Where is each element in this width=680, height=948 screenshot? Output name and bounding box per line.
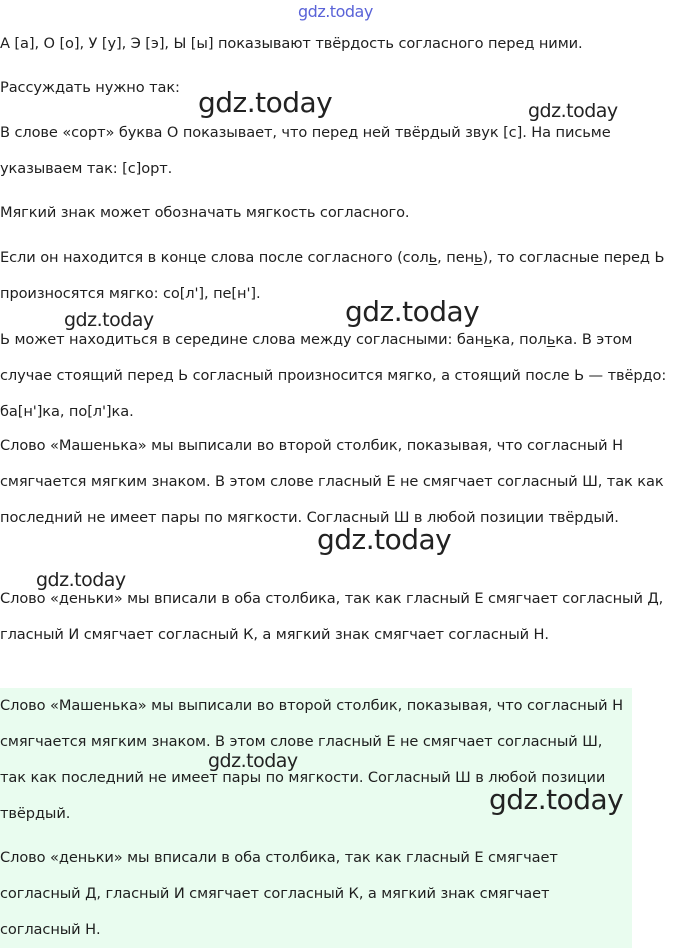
watermark-text: gdz.today bbox=[528, 100, 618, 122]
underlined-soft-sign: ь bbox=[428, 249, 438, 266]
paragraph-mashenka: Слово «Машенька» мы выписали во второй столбик, показывая, что согласный Н смягчается мягким знаком. В этом слове гласный Е не смягчает согласный Ш, так как последний не имеет пары по мягкости. Согласный Ш в любой позиции твёрдый. bbox=[0, 437, 664, 526]
paragraph-denki: Слово «деньки» мы вписали в оба столбика, так как гласный Е смягчает согласный Д, гласный И смягчает согласный К, а мягкий знак смягчает согласный Н. bbox=[0, 590, 664, 643]
watermark-text: gdz.today bbox=[317, 523, 452, 556]
watermark-text: gdz.today bbox=[64, 309, 154, 331]
watermark-text: gdz.today bbox=[345, 295, 480, 328]
paragraph-soft-sign-end: Если он находится в конце слова после согласного (соль, пень), то согласные перед Ь произносятся мягко: со[л'], пе[н']. bbox=[0, 249, 665, 302]
paragraph-denki-highlighted: Слово «деньки» мы вписали в оба столбика, так как гласный Е смягчает согласный Д, гласный И смягчает согласный К, а мягкий знак смягчает согласный Н. bbox=[0, 849, 558, 938]
watermark-text: gdz.today bbox=[298, 2, 373, 21]
watermark-text: gdz.today bbox=[198, 86, 333, 119]
watermark-text: gdz.today bbox=[489, 783, 624, 816]
paragraph-sort-example: В слове «сорт» буква О показывает, что перед ней твёрдый звук [с]. На письме указываем так: [с]орт. bbox=[0, 124, 611, 177]
paragraph-soft-sign: Мягкий знак может обозначать мягкость согласного. bbox=[0, 204, 410, 221]
paragraph-vowels-hardness: А [а], О [о], У [у], Э [э], Ы [ы] показывают твёрдость согласного перед ними. bbox=[0, 35, 583, 52]
underlined-soft-sign: ь bbox=[546, 331, 556, 348]
paragraph-mashenka-highlighted: Слово «Машенька» мы выписали во второй столбик, показывая, что согласный Н смягчается мягким знаком. В этом слове гласный Е не смягчает согласный Ш, так как последний не имеет пары по мягкости. Согласный Ш в любой позиции твёрдый. bbox=[0, 697, 623, 822]
paragraph-reasoning-intro: Рассуждать нужно так: bbox=[0, 79, 180, 96]
underlined-soft-sign: ь bbox=[484, 331, 493, 348]
underlined-soft-sign: ь bbox=[474, 249, 483, 266]
watermark-text: gdz.today bbox=[208, 750, 298, 772]
paragraph-soft-sign-middle: Ь может находиться в середине слова между согласными: банька, полька. В этом случае стоящий перед Ь согласный произносится мягко, а стоящий после Ь — твёрдо: ба[н']ка, по[л']ка. bbox=[0, 331, 667, 420]
watermark-text: gdz.today bbox=[36, 569, 126, 591]
